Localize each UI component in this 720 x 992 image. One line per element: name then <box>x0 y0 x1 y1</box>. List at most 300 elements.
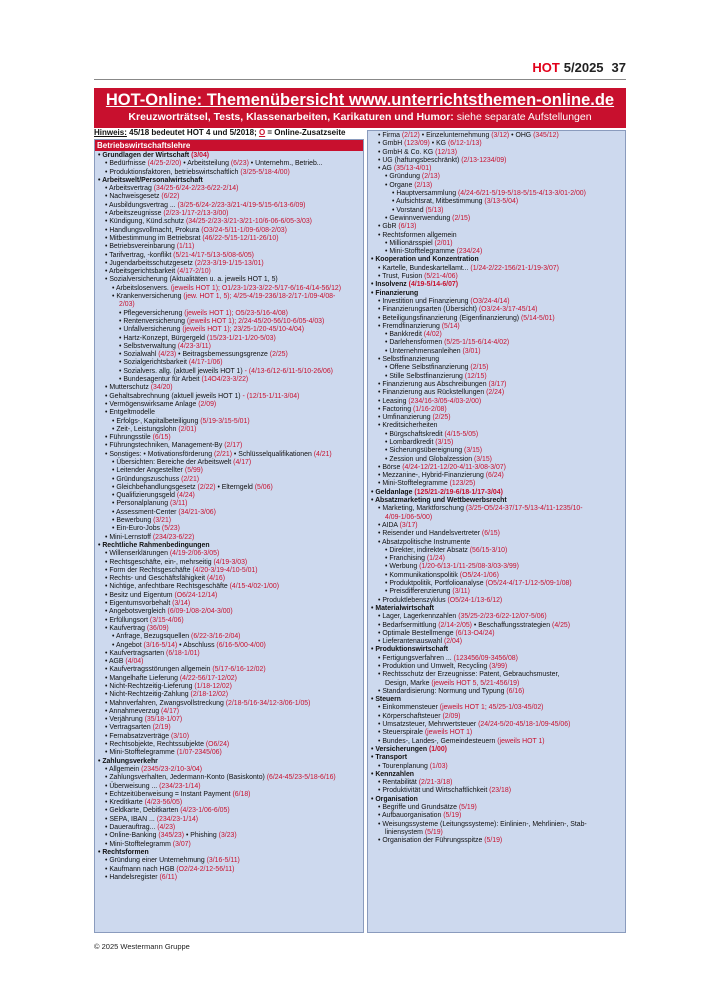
topic-label: • Offene Selbstfinanzierung <box>385 364 469 372</box>
topic-item <box>98 210 360 218</box>
topic-item <box>98 567 360 575</box>
issue-reference: (O6/24-12/14) <box>172 591 218 599</box>
topic-label: • Finanzierung aus Rückstellungen <box>378 389 485 397</box>
topic-item <box>371 638 622 646</box>
topic-item <box>98 841 360 849</box>
topic-item <box>371 837 622 845</box>
topic-label: • Einzelunternehmung <box>419 132 490 139</box>
topic-item <box>371 273 622 281</box>
topic-item <box>371 671 622 679</box>
issue-reference: (5/99) <box>182 467 203 475</box>
issue-reference: (4/19-2/06-3/05) <box>167 550 220 558</box>
topic-item <box>98 749 360 757</box>
topic-item <box>371 298 622 306</box>
topic-item <box>98 268 360 276</box>
issue-reference: (4/17-2/10) <box>175 268 211 276</box>
banner-title[interactable]: HOT-Online: Themenübersicht www.unterrichtsthemen-online.de <box>105 91 615 109</box>
topic-label: • Leasing <box>378 397 407 405</box>
topic-label: • Gründung <box>385 173 420 181</box>
issue-reference: (4/16) <box>205 575 226 583</box>
topic-item <box>371 630 622 638</box>
issue-reference: (4/19-5/14-6/07) <box>406 281 459 289</box>
topic-label: • Marketing, Marktforschung <box>378 505 464 513</box>
topic-item <box>371 215 622 223</box>
topic-label: • Standardisierung: Normung und Typung <box>378 687 505 695</box>
topic-label: • Grundlagen der Wirtschaft <box>98 152 190 159</box>
issue-reference: (1/11) <box>174 243 195 251</box>
issue-reference: (2/13-1234/09) <box>459 156 507 164</box>
topic-label: • SEPA, IBAN ... <box>105 815 155 823</box>
topic-label: • Beschaffungsstrategien <box>471 621 551 629</box>
topic-label: • Erfolgs-, Kapitalbeteiligung <box>112 417 199 425</box>
topic-label: • Rechtsformen allgemein <box>378 231 457 239</box>
topic-label: • Beitragsbemessungsgrenze <box>176 351 268 359</box>
topic-item <box>371 431 622 439</box>
topic-label: • Steuerspirale <box>378 729 423 737</box>
topic-label: • Zession und Globalzession <box>385 455 473 463</box>
topic-label: • Selbstverwaltung <box>119 342 176 350</box>
issue-reference: (6/18) <box>230 790 251 798</box>
hint-label: Hinweis: <box>94 128 127 137</box>
issue-reference: (3/99) <box>487 663 508 670</box>
topic-item <box>371 829 622 837</box>
topic-item <box>98 326 360 334</box>
topic-label: • Bundesagentur für Arbeit <box>119 376 200 384</box>
issue-reference: (3/17) <box>397 521 418 529</box>
topic-item <box>371 339 622 347</box>
topic-heading <box>371 281 622 289</box>
topic-label: • Rechtliche Rahmenbedingungen <box>98 541 210 549</box>
topic-item <box>98 832 360 840</box>
topic-label: • AIDA <box>378 521 398 529</box>
issue-reference: (3/01) <box>460 347 481 355</box>
topic-label: • AGB <box>105 658 124 666</box>
issue-reference: (2/09) <box>196 400 217 408</box>
topic-label: • Kooperation und Konzentration <box>371 256 479 264</box>
topic-item <box>371 190 622 198</box>
right-topic-list <box>371 132 622 846</box>
issue-reference: (2/13) <box>412 181 433 189</box>
topic-item <box>98 434 360 442</box>
right-column <box>367 130 626 933</box>
topic-item <box>98 691 360 699</box>
topic-label: • Firma <box>378 132 400 139</box>
topic-item <box>371 804 622 812</box>
issue-reference: (4/23-1/06-6/05) <box>178 807 230 815</box>
topic-label: • Abschluss <box>177 641 215 649</box>
topic-item <box>98 683 360 691</box>
topic-label: • Produktionswirtschaft <box>371 646 449 654</box>
topic-label: • Finanzierung aus Abschreibungen <box>378 380 487 388</box>
issue-reference: (O2/24-2/12-56/11) <box>174 865 235 873</box>
topic-label: • Mezzanine-, Hybrid-Finanzierung <box>378 472 484 480</box>
topic-label: • Zahlungsverkehr <box>98 757 158 765</box>
topic-heading <box>371 646 622 654</box>
topic-label: • Gründungszuschuss <box>112 475 180 483</box>
issue-reference: (4/17) <box>159 707 180 715</box>
issue-reference: (1/07-2345/06) <box>174 749 222 757</box>
topic-label: • Echtzeitüberweisung = Instant Payment <box>105 790 231 798</box>
topic-label: • Finanzierung <box>371 289 419 297</box>
topic-item <box>98 359 360 367</box>
issue-reference: (2345/23-2/10-3/04) <box>139 765 203 773</box>
topic-label: • Fremdfinanzierung <box>378 322 440 330</box>
topic-item <box>98 442 360 450</box>
issue-reference: (234/23-1/14) <box>154 815 199 823</box>
topic-heading <box>371 696 622 704</box>
issue-reference: (3/16-5/14) <box>141 641 178 649</box>
topic-label: • Online-Banking <box>105 832 157 840</box>
topic-label: • AG <box>378 165 392 173</box>
issue-reference: (4/15-4/02-1/00) <box>227 583 280 591</box>
page-header <box>532 60 626 75</box>
issue-reference: (5/19-3/15-5/01) <box>198 417 250 425</box>
issue-reference: (jeweils HOT 1); 23/25-1/20-45/10-4/04) <box>180 326 304 334</box>
topic-label: • Rechtsgeschäfte, ein-, mehrseitig <box>105 558 212 566</box>
topic-label: • Materialwirtschaft <box>371 604 434 612</box>
issue-reference: (3/23) <box>216 832 237 840</box>
topic-item <box>371 248 622 256</box>
topic-item <box>371 472 622 480</box>
issue-reference: (2/23-3/19-1/15-13/01) <box>192 259 264 267</box>
topic-item <box>371 613 622 621</box>
topic-item <box>98 799 360 807</box>
topic-item <box>371 223 622 231</box>
issue-reference: (5/25-1/15-6/14-4/02) <box>442 339 510 347</box>
topic-item <box>98 335 360 343</box>
issue-reference: (2/17) <box>222 442 243 450</box>
issue-reference: (6/16) <box>504 687 525 695</box>
issue-reference: (234/23-6/22) <box>150 533 195 541</box>
issue-reference: (125/21-2/19-6/18-1/17-3/04) <box>412 488 503 496</box>
topic-item <box>98 866 360 874</box>
issue-reference: (5/06) <box>252 483 273 491</box>
issue-reference: (6/23) <box>228 160 249 168</box>
issue-reference: (123/09) <box>402 140 430 148</box>
topic-item <box>98 583 360 591</box>
issue-reference: (jeweils HOT 1) <box>495 737 545 745</box>
topic-label: • Weisungssysteme (Leitungssysteme): Einlinien-, Mehrlinien-, Stab- <box>378 820 587 828</box>
issue-reference: (3/15) <box>472 455 492 463</box>
copyright-footer: © 2025 Westermann Gruppe <box>94 942 190 951</box>
topic-label: • Unternehmensanleihen <box>385 347 461 355</box>
issue-reference: (5/21-4/06) <box>422 273 458 281</box>
topic-label: • Personalplanung <box>112 500 169 508</box>
topic-label: • Direkter, indirekter Absatz <box>385 546 468 554</box>
topic-label: • Trust, Fusion <box>378 273 423 281</box>
issue-reference: (1/18-12/02) <box>192 683 232 690</box>
issue-reference: (24/24-5/20-45/18-1/09-45/06) <box>476 721 571 729</box>
issue-reference: (123/25) <box>447 480 476 488</box>
hint-online-marker: O <box>258 128 266 137</box>
topic-label: • Angebot <box>112 641 142 649</box>
banner-subtitle <box>94 110 626 124</box>
topic-item <box>98 202 360 210</box>
topic-item <box>371 555 622 563</box>
topic-label: • Rentabilität <box>378 779 417 787</box>
issue-reference: (5/19) <box>422 828 443 836</box>
issue-reference: (35/18-1/07) <box>142 716 183 724</box>
issue-reference: (jeweils HOT 1); O1/23-1/23-3/22-5/17-6/16-4/14-56/12) <box>168 284 342 292</box>
topic-label: • Steuern <box>371 696 401 704</box>
topic-label: • Werbung <box>385 563 418 571</box>
topic-item <box>98 459 360 467</box>
topic-item <box>98 376 360 384</box>
topic-item <box>98 791 360 799</box>
topic-label: • Mutterschutz <box>105 384 149 392</box>
topic-item <box>371 373 622 381</box>
issue-reference: 4/09-1/06-5/00) <box>385 513 433 521</box>
column-heading: Betriebswirtschaftslehre <box>95 140 363 151</box>
topic-label: • Organisation <box>371 795 418 803</box>
topic-label: • Handelsregister <box>105 873 158 881</box>
topic-item <box>371 680 622 688</box>
topic-label: • Mini-Stofftelegramm <box>105 840 171 848</box>
topic-label: • Arbeitsteilung <box>181 160 229 168</box>
topic-item <box>371 704 622 712</box>
issue-reference: (4/23) <box>155 824 176 832</box>
topic-item <box>98 675 360 683</box>
topic-label: • Elterngeld <box>215 483 253 491</box>
topic-item <box>371 389 622 397</box>
topic-label: • Verjährung <box>105 716 143 724</box>
topic-item <box>371 348 622 356</box>
issue-reference: (5/14) <box>439 322 460 330</box>
topic-item <box>371 779 622 787</box>
topic-item <box>98 409 360 417</box>
topic-item <box>98 550 360 558</box>
issue-reference: (2/15) <box>468 364 489 372</box>
issue-reference: (1/00) <box>427 745 447 753</box>
issue-reference: (O5/24-1/13-6/12) <box>445 596 503 604</box>
topic-label: • Fernabsatzverträge <box>105 732 170 740</box>
topic-label: • Arbeitsgerichtsbarkeit <box>105 268 176 276</box>
issue-reference: (1/16-2/08) <box>411 405 447 413</box>
topic-item <box>371 132 622 140</box>
topic-label: • Kaufmann nach HGB <box>105 865 175 873</box>
issue-reference: (345/12) <box>531 132 559 139</box>
issue-reference: (4/15-5/05) <box>442 430 479 438</box>
topic-item <box>371 563 622 571</box>
topic-item <box>98 426 360 434</box>
topic-heading <box>371 256 622 264</box>
topic-item <box>98 874 360 882</box>
issue-reference: (14O4/23-3/22) <box>199 376 249 384</box>
topic-label: • Hauptversammlung <box>392 190 457 198</box>
issue-reference: (1/24-2/22-156/21-1/19-3/07) <box>468 264 559 272</box>
topic-label: • Rechtsobjekte, Rechtssubjekte <box>105 741 204 749</box>
topic-label: • Mini-Stofftelegramme <box>105 749 175 757</box>
issue-reference: (6/11) <box>157 873 177 881</box>
issue-reference: (4/24-12/21-12/20-4/11-3/08-3/07) <box>400 463 506 471</box>
topic-label: • GbR <box>378 223 397 231</box>
topic-label: • Lombardkredit <box>385 438 434 446</box>
topic-label: • Nicht-Rechtzeitig-Zahlung <box>105 691 189 699</box>
issue-reference: (3/15-4/06) <box>148 616 184 624</box>
issue-reference: (2/01) <box>176 425 197 433</box>
issue-reference: (4/25-2/20) <box>145 160 182 168</box>
topic-item <box>371 331 622 339</box>
topic-label: • GmbH <box>378 140 403 148</box>
issue-reference: (234/24) <box>454 248 483 256</box>
issue-reference: (34/21-3/06) <box>176 508 216 516</box>
issue-reference: (2/21) <box>179 475 200 483</box>
issue-reference: (3/21) <box>151 517 172 525</box>
issue-reference: (2/15) <box>450 214 471 222</box>
topic-item <box>98 243 360 251</box>
issue-reference: (4/21) <box>311 450 332 458</box>
issue-reference: (jeweils HOT 1; 45/25-1/03-45/02) <box>437 704 544 712</box>
topic-label: • Lieferantenauswahl <box>378 638 443 646</box>
issue-reference: (4/17-1/06) <box>186 359 223 367</box>
issue-reference: (2/14-2/05) <box>436 621 472 629</box>
issue-reference: (jew. HOT 1, 5); 4/25-4/19-236/18-2/17-1/09-4/08- <box>181 293 336 301</box>
topic-label: • Betriebsvereinbarung <box>105 243 175 251</box>
topic-label: • Tourenplanung <box>378 762 428 770</box>
topic-item <box>98 227 360 235</box>
topic-label: • Kreditkarte <box>105 799 143 807</box>
topic-label: • Rechtsschutz der Erzeugnisse: Patent, Gebrauchsmuster, <box>378 671 560 679</box>
topic-item <box>98 343 360 351</box>
topic-label: • Sozialgerichtsbarkeit <box>119 359 187 367</box>
issue-reference: (jeweils HOT 5, 5/21-456/19) <box>429 679 520 687</box>
topic-item <box>371 480 622 488</box>
issue-reference: (6/22) <box>159 193 180 201</box>
issue-reference: (5/21-4/17-5/13-5/08-6/05) <box>171 251 254 259</box>
topic-item <box>371 597 622 605</box>
topic-label: • OHG <box>509 132 532 139</box>
topic-label: • Absatzmarketing und Wettbewerbsrecht <box>371 497 507 505</box>
issue-reference: (12/13) <box>433 148 458 156</box>
issue-reference: (123456/09-3456/08) <box>451 654 518 662</box>
topic-label: • Selbstfinanzierung <box>378 356 440 364</box>
topic-heading <box>371 290 622 298</box>
topic-item <box>98 642 360 650</box>
issue-reference: (3/14) <box>170 600 191 608</box>
topic-item <box>371 398 622 406</box>
topic-label: • Kaufvertragsstörungen allgemein <box>105 666 211 674</box>
topic-label: • Sonstiges: • Motivationsförderung <box>105 450 213 458</box>
topic-item <box>98 185 360 193</box>
topic-label: • Aufbauorganisation <box>378 812 442 820</box>
topic-item <box>371 655 622 663</box>
topic-label: • Optimale Bestellmenge <box>378 629 454 637</box>
issue-reference: (34/25-2/23-3/21-3/21-10/6-06-6/05-3/03) <box>184 218 312 226</box>
topic-label: • Allgemein <box>105 765 140 773</box>
topic-item <box>371 572 622 580</box>
issue-reference: (5/13) <box>423 206 444 214</box>
topic-item <box>371 306 622 314</box>
topic-label: • Sozialwahl <box>119 351 157 359</box>
topic-item <box>98 525 360 533</box>
topic-item <box>371 422 622 430</box>
topic-label: • Geldanlage <box>371 488 413 496</box>
issue-reference: (5/14-5/01) <box>519 314 555 322</box>
topic-label: • Rechtsformen <box>98 848 149 856</box>
topic-label: • Anfrage, Bezugsquellen <box>112 633 190 641</box>
topic-label: • Börse <box>378 463 401 471</box>
issue-reference: (3/25-O5/24-37/17-5/13-4/11-1235/10- <box>463 505 583 513</box>
topic-item <box>371 232 622 240</box>
topic-item <box>371 514 622 522</box>
topic-item <box>371 240 622 248</box>
topic-label: • Mangelhafte Lieferung <box>105 674 178 682</box>
issue-reference: (O5/24-4/17-1/12-5/09-1/08) <box>483 580 572 588</box>
topic-item <box>371 356 622 364</box>
topic-item <box>371 149 622 157</box>
topic-label: • Kommunikationspolitik <box>385 571 458 579</box>
topic-item <box>98 600 360 608</box>
topic-item <box>98 633 360 641</box>
issue-reference: (3/07) <box>170 840 191 848</box>
topic-item <box>371 464 622 472</box>
topic-label: • Millionärsspiel <box>385 239 433 247</box>
topic-label: • Erfüllungsort <box>105 616 149 624</box>
issue-reference: (2/01) <box>432 239 453 247</box>
issue-reference: (3/13-5/04) <box>482 198 519 206</box>
topic-item <box>98 401 360 409</box>
hint-tail: = Online-Zusatzseite <box>265 128 346 137</box>
issue-reference: (5/19) <box>456 804 477 812</box>
topic-label: • GmbH & Co. KG <box>378 148 434 156</box>
topic-label: • Gehaltsabrechnung (aktuell jeweils HOT 1) <box>105 392 241 400</box>
issue-reference: (4/24-6/21-5/19-5/18-5/15-4/13-3/01-2/00) <box>456 190 586 198</box>
issue-reference: (3/15) <box>433 438 454 446</box>
topic-item <box>98 857 360 865</box>
topic-label: • Pflegeversicherung <box>119 309 183 317</box>
topic-item <box>98 293 360 301</box>
issue-reference: (4/23-56/05) <box>142 799 183 807</box>
topic-item <box>371 522 622 530</box>
topic-label: • Arbeitslosenvers. <box>112 284 169 292</box>
issue-reference: (234/16-3/05-4/03-2/00) <box>406 397 482 405</box>
issue-reference: (234/23-1/14) <box>157 782 201 790</box>
issue-reference: (2/18-12/02) <box>188 691 229 699</box>
topic-item <box>98 351 360 359</box>
topic-label: • Mini-Stofftelegramme <box>378 480 448 488</box>
topic-label: • Gleichbehandlungsgesetz <box>112 483 196 491</box>
topic-item <box>371 738 622 746</box>
topic-label: • Preisdifferenzierung <box>385 588 451 596</box>
issue-reference: (3/17) <box>486 380 507 388</box>
topic-label: • Kündigung, Künd.schutz <box>105 218 185 226</box>
topic-item <box>371 140 622 148</box>
issue-reference: (4/23) <box>156 351 177 359</box>
topic-item <box>371 688 622 696</box>
topic-label: • Körperschaftsteuer <box>378 712 441 720</box>
topic-item <box>98 617 360 625</box>
topic-label: • Annahmeverzug <box>105 707 160 715</box>
topic-item <box>371 787 622 795</box>
topic-label: • Sozialversicherung (Aktualitäten u. a. jeweils HOT 1, 5) <box>105 276 278 284</box>
topic-label: • Nicht-Rechtzeitig-Lieferung <box>105 683 193 690</box>
issue-reference: (345/23) <box>156 832 185 840</box>
topic-item <box>371 729 622 737</box>
topic-item <box>98 492 360 500</box>
topic-label: • Umfinanzierung <box>378 414 431 422</box>
topic-item <box>98 774 360 782</box>
topic-item <box>371 763 622 771</box>
issue-reference: (2/13) <box>419 173 440 181</box>
topic-item <box>98 724 360 732</box>
topic-item <box>98 708 360 716</box>
issue-reference: (2/09) <box>440 712 461 720</box>
issue-reference: (1/20-6/13-1/11-25/08-3/03-3/99) <box>417 563 519 571</box>
issue-reference: (jeweils HOT 1); O5/23-5/16-4/08) <box>182 309 288 317</box>
issue-reference: (2/25) <box>267 351 288 359</box>
issue-reference: (4/20-3/19-4/10-5/01) <box>190 566 258 574</box>
issue-reference: (6/16-5/00-4/00) <box>214 641 266 649</box>
